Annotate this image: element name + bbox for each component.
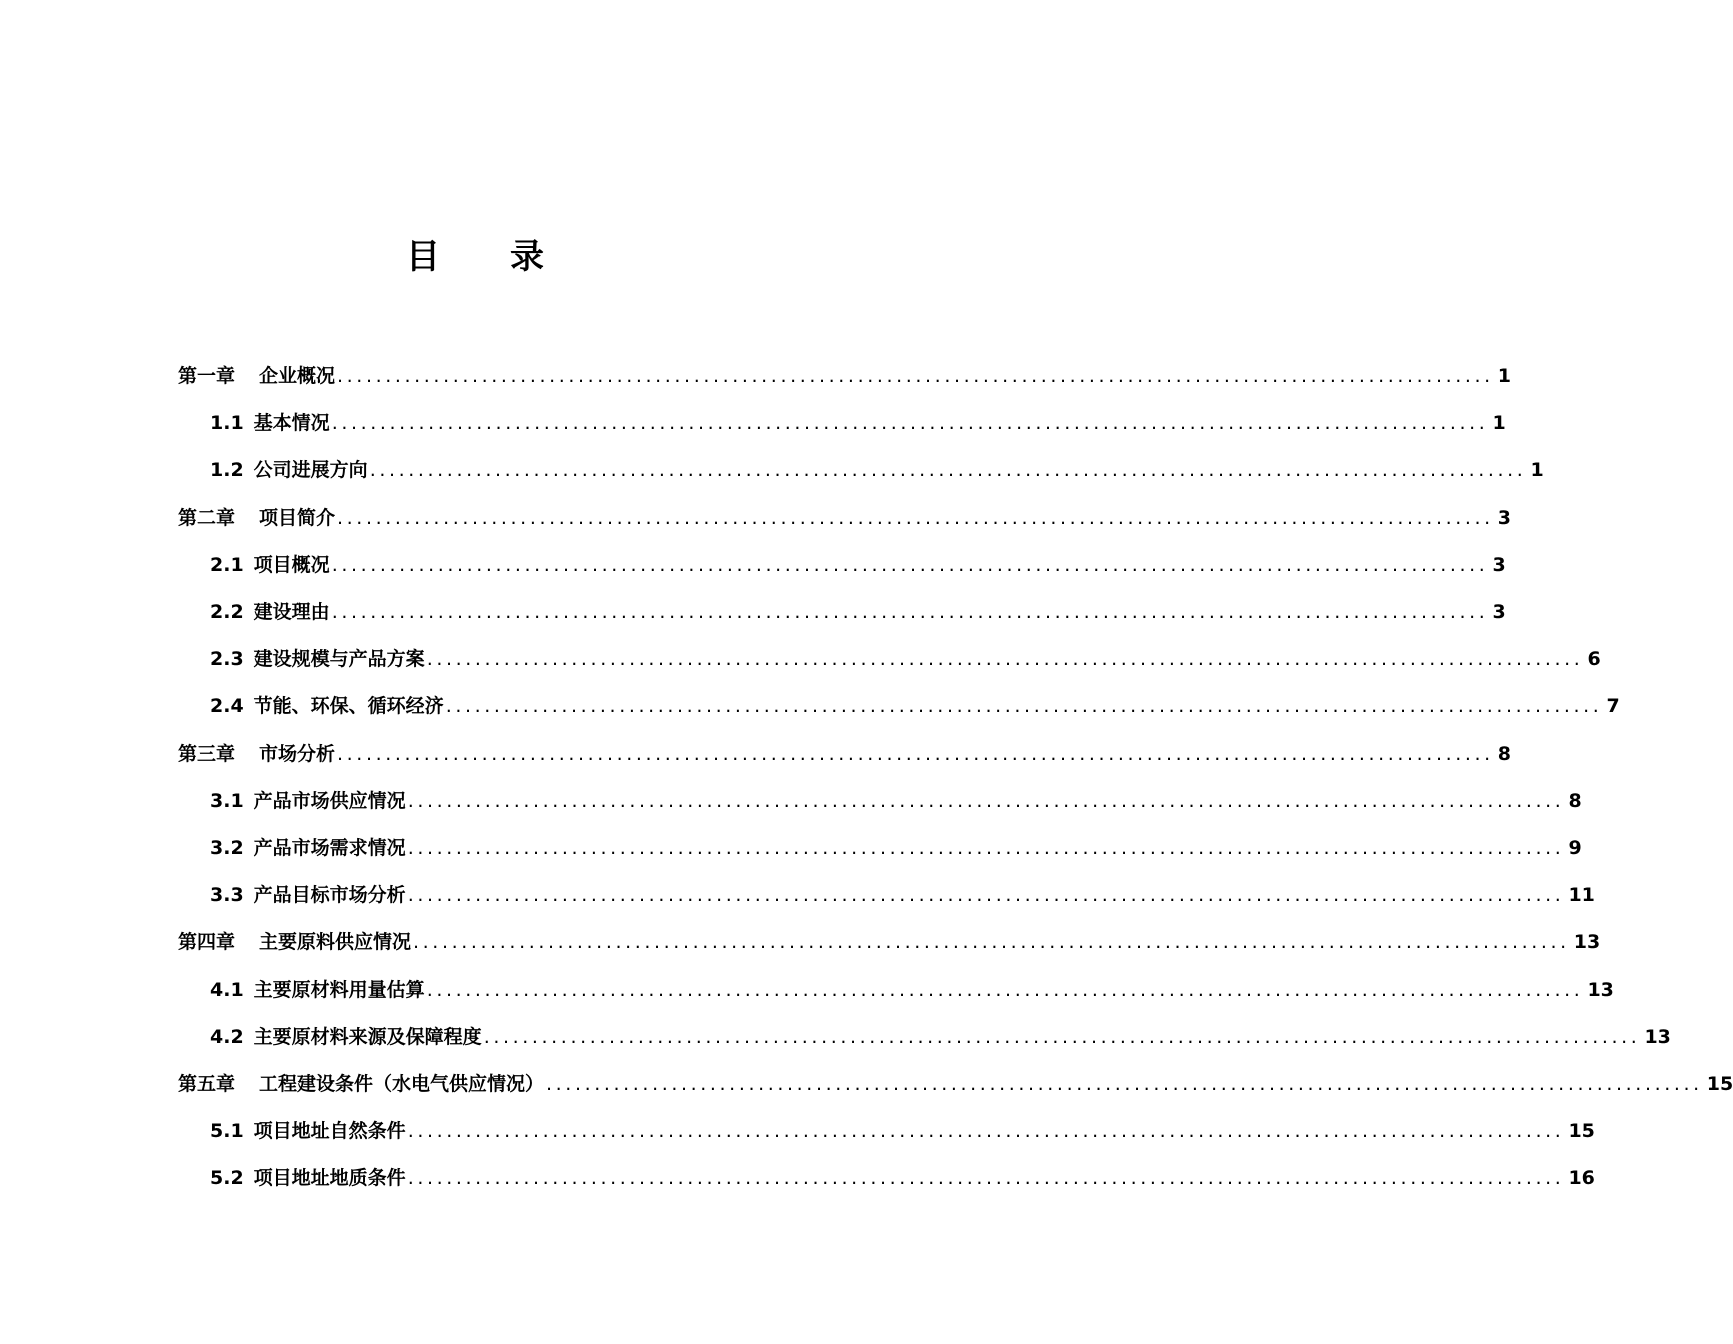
toc-entry-number: 3.2 — [210, 836, 244, 859]
toc-entry-title: 产品市场需求情况 — [253, 836, 406, 859]
toc-page-number: 3 — [1492, 553, 1506, 576]
toc-chapter-entry[interactable] — [0, 353, 1512, 400]
toc-entry-title: 主要原材料来源及保障程度 — [253, 1025, 482, 1048]
toc-page-number: 3 — [1492, 601, 1506, 624]
toc-entry-title: 建设理由 — [253, 601, 330, 624]
toc-chapter-entry[interactable] — [0, 731, 1512, 778]
toc-dot-leader: ........................................................................................................................ — [483, 1025, 1641, 1048]
toc-entry-number: 4.1 — [210, 978, 244, 1001]
toc-entry-number: 1.1 — [210, 412, 244, 435]
page-title — [0, 232, 950, 282]
toc-entry-title: 产品目标市场分析 — [253, 884, 406, 907]
table-of-contents — [0, 353, 1733, 1202]
toc-entry-number: 5.2 — [210, 1167, 244, 1190]
toc-section-entry[interactable] — [0, 872, 1595, 919]
toc-section-entry[interactable] — [0, 636, 1601, 683]
toc-section-entry[interactable] — [0, 966, 1614, 1013]
toc-page-number: 3 — [1497, 506, 1512, 529]
toc-entry-title: 工程建设条件（水电气供应情况） — [259, 1072, 545, 1095]
toc-entry-title: 公司进展方向 — [253, 459, 368, 482]
toc-entry-title: 项目地址地质条件 — [253, 1167, 406, 1190]
toc-entry-title: 产品市场供应情况 — [253, 789, 406, 812]
toc-page-number: 8 — [1497, 742, 1512, 765]
toc-entry-number: 3.1 — [210, 789, 244, 812]
toc-dot-leader: ........................................................................................................................ — [331, 601, 1489, 624]
toc-entry-title: 项目概况 — [253, 553, 330, 576]
toc-section-entry[interactable] — [0, 825, 1582, 872]
toc-section-entry[interactable] — [0, 1108, 1595, 1155]
toc-entry-number: 1.2 — [210, 459, 244, 482]
toc-dot-leader: ........................................................................................................................ — [331, 553, 1489, 576]
toc-page-number: 1 — [1497, 365, 1512, 388]
toc-dot-leader: ........................................................................................................................ — [407, 1167, 1565, 1190]
toc-entry-title: 主要原料供应情况 — [259, 931, 412, 954]
toc-entry-number: 2.4 — [210, 695, 244, 718]
toc-page-number: 15 — [1706, 1072, 1733, 1095]
toc-entry-number: 第四章 — [178, 931, 236, 954]
toc-chapter-entry[interactable] — [0, 495, 1512, 542]
toc-entry-title: 节能、环保、循环经济 — [253, 695, 444, 718]
toc-page-number: 1 — [1492, 412, 1506, 435]
toc-page-number: 8 — [1568, 789, 1582, 812]
toc-chapter-entry[interactable] — [0, 1061, 1733, 1108]
toc-page-number: 13 — [1644, 1025, 1671, 1048]
toc-dot-leader: ........................................................................................................................ — [407, 884, 1565, 907]
toc-entry-title: 企业概况 — [259, 365, 336, 388]
toc-entry-number: 第五章 — [178, 1072, 236, 1095]
toc-entry-title: 市场分析 — [259, 742, 336, 765]
toc-entry-number: 2.2 — [210, 601, 244, 624]
toc-section-entry[interactable] — [0, 683, 1620, 730]
toc-entry-title: 建设规模与产品方案 — [253, 648, 425, 671]
toc-section-entry[interactable] — [0, 400, 1506, 447]
toc-dot-leader: ........................................................................................................................ — [413, 931, 1570, 954]
toc-entry-title: 基本情况 — [253, 412, 330, 435]
toc-section-entry[interactable] — [0, 542, 1506, 589]
toc-dot-leader: ........................................................................................................................ — [337, 365, 1494, 388]
toc-dot-leader: ........................................................................................................................ — [337, 742, 1494, 765]
title-char-2: 录 — [510, 237, 544, 277]
toc-page-number: 15 — [1568, 1120, 1595, 1143]
toc-entry-number: 4.2 — [210, 1025, 244, 1048]
toc-page-number: 1 — [1530, 459, 1544, 482]
toc-entry-title: 项目地址自然条件 — [253, 1120, 406, 1143]
toc-dot-leader: ........................................................................................................................ — [407, 836, 1565, 859]
toc-section-entry[interactable] — [0, 589, 1506, 636]
toc-entry-number: 3.3 — [210, 884, 244, 907]
toc-page-number: 11 — [1568, 884, 1595, 907]
toc-section-entry[interactable] — [0, 1014, 1671, 1061]
toc-page-number: 7 — [1606, 695, 1620, 718]
toc-entry-number: 第二章 — [178, 506, 236, 529]
toc-dot-leader: ........................................................................................................................ — [331, 412, 1489, 435]
toc-section-entry[interactable] — [0, 1155, 1595, 1202]
toc-dot-leader: ........................................................................................................................ — [407, 789, 1565, 812]
toc-entry-number: 第一章 — [178, 365, 236, 388]
toc-page-number: 6 — [1587, 648, 1601, 671]
toc-page-number: 16 — [1568, 1167, 1595, 1190]
toc-dot-leader: ........................................................................................................................ — [445, 695, 1603, 718]
toc-entry-number: 2.1 — [210, 553, 244, 576]
toc-dot-leader: ........................................................................................................................ — [546, 1072, 1703, 1095]
toc-page-number: 13 — [1573, 931, 1601, 954]
toc-section-entry[interactable] — [0, 447, 1544, 494]
toc-section-entry[interactable] — [0, 778, 1582, 825]
toc-dot-leader: ........................................................................................................................ — [426, 648, 1584, 671]
toc-entry-number: 第三章 — [178, 742, 236, 765]
title-char-1: 目 — [406, 237, 440, 277]
toc-chapter-entry[interactable] — [0, 919, 1601, 966]
toc-dot-leader: ........................................................................................................................ — [426, 978, 1584, 1001]
toc-page-number: 13 — [1587, 978, 1614, 1001]
toc-entry-number: 2.3 — [210, 648, 244, 671]
toc-dot-leader: ........................................................................................................................ — [407, 1120, 1565, 1143]
toc-entry-title: 项目简介 — [259, 506, 336, 529]
toc-page-number: 9 — [1568, 836, 1582, 859]
toc-entry-number: 5.1 — [210, 1120, 244, 1143]
toc-dot-leader: ........................................................................................................................ — [369, 459, 1527, 482]
toc-dot-leader: ........................................................................................................................ — [337, 506, 1494, 529]
toc-entry-title: 主要原材料用量估算 — [253, 978, 425, 1001]
